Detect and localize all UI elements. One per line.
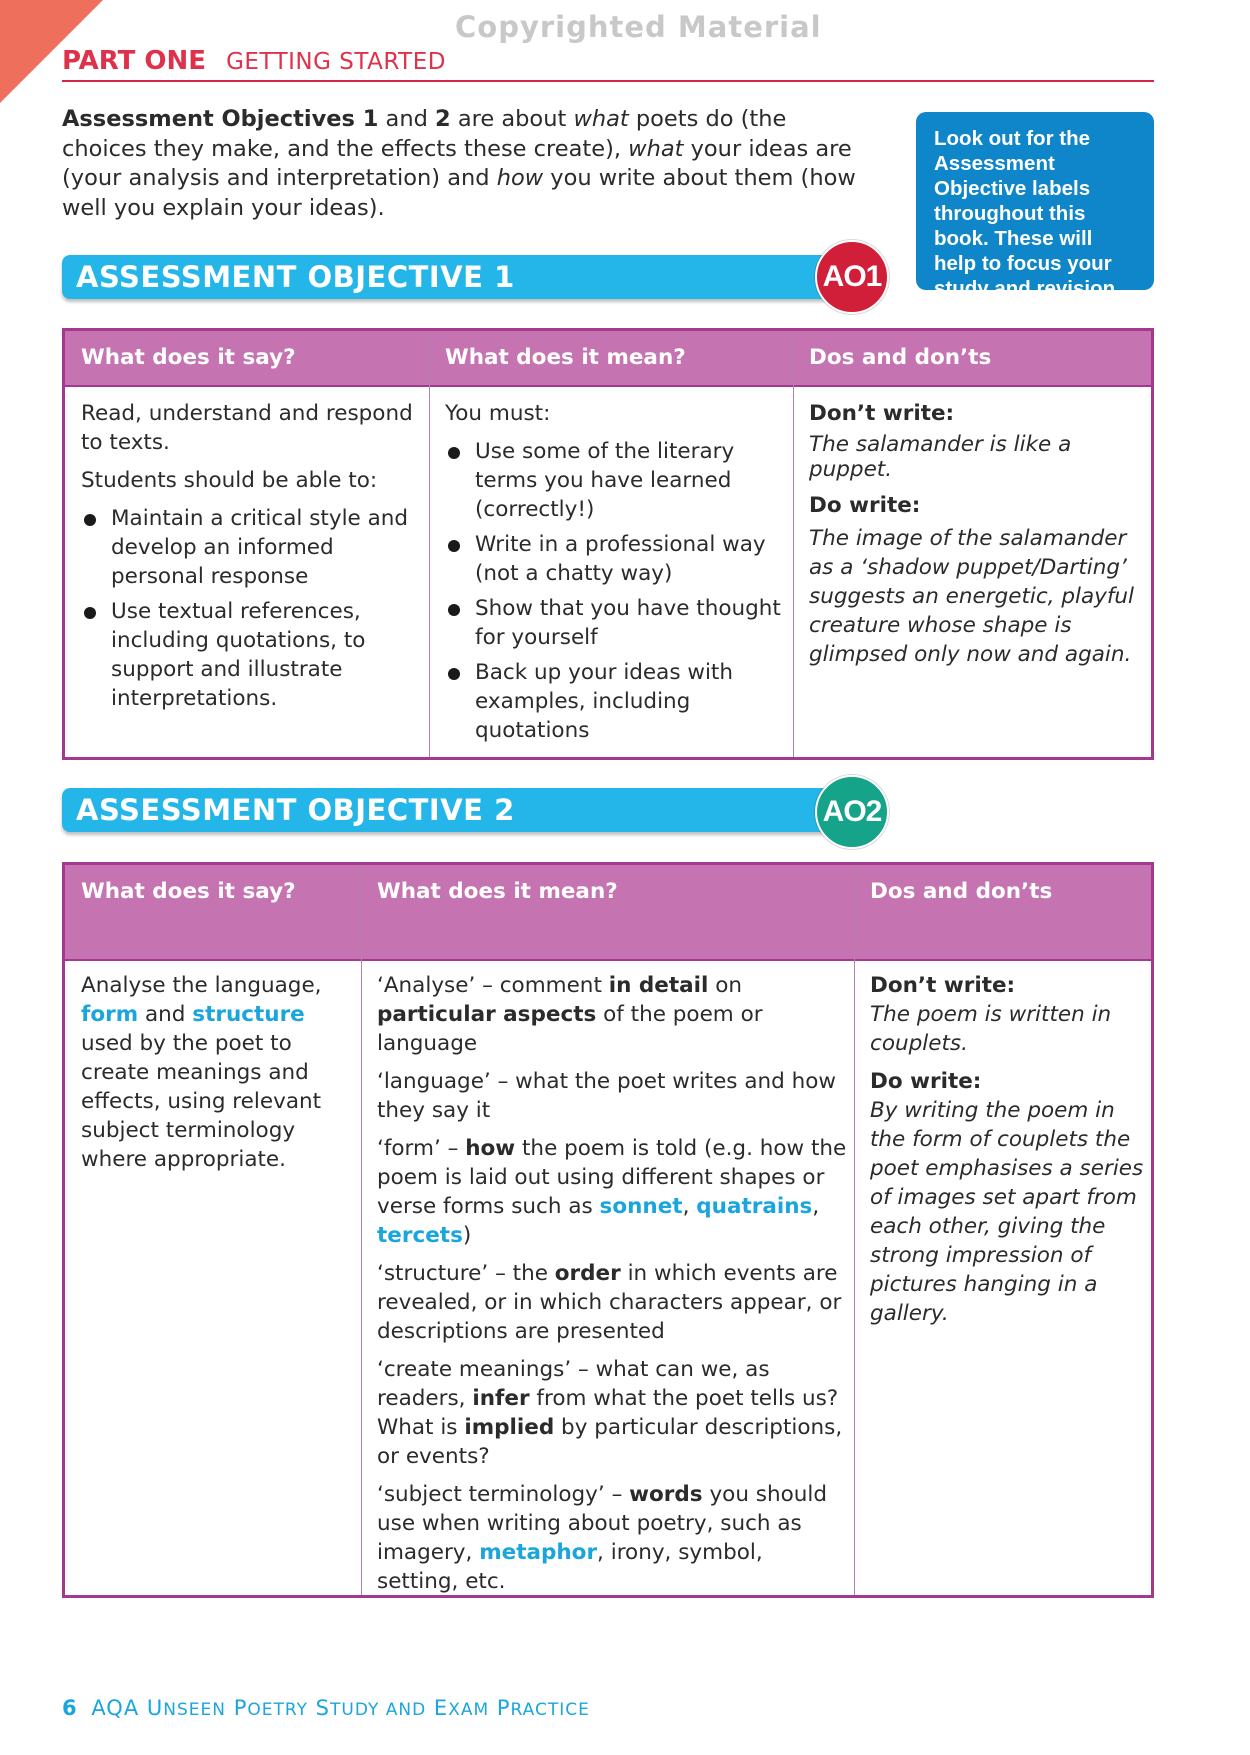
text-span: , irony, symbol, setting, etc. (377, 1540, 763, 1594)
copyright-watermark: Copyrighted Material (455, 10, 822, 44)
ao2-say-text: Analyse the language, (81, 973, 322, 998)
ao1-badge: AO1 (815, 240, 889, 314)
text-span: of the poem or language (377, 1002, 763, 1056)
ao1-do-label (809, 491, 1145, 520)
footer-cap: P (496, 1696, 511, 1720)
ao2-mean-terminology (377, 1480, 849, 1596)
ao1-header-divider (65, 385, 1151, 387)
ao2-mean-language: ‘language’ – what the poet writes and how they say it (377, 1069, 836, 1123)
footer-word (234, 1696, 308, 1720)
ao1-say-p1: Read, understand and respond to texts. (81, 401, 413, 455)
part-header (62, 46, 446, 76)
footer-smallcaps: XAM (448, 1700, 490, 1720)
ao1-col-mean (445, 399, 785, 751)
list-item: Back up your ideas with examples, including quotations (445, 658, 785, 745)
intro-text: poets do (the choices they make, and the effects these create), (62, 106, 787, 162)
ao1-table (62, 328, 1154, 760)
ao2-do-label-text: Do write: (870, 1069, 982, 1094)
ao1-say-list (81, 504, 421, 713)
ao1-mean-list (445, 437, 785, 745)
ao2-col-say (81, 971, 355, 1174)
footer-smallcaps: TUDY AND (330, 1700, 427, 1720)
intro-text: and (378, 106, 436, 132)
glossary-term-structure: structure (192, 1002, 305, 1027)
text-span: ‘create meanings’ – what can we, as readers, (377, 1357, 770, 1411)
intro-italic-what: what (573, 106, 629, 132)
text-span: , (682, 1194, 697, 1219)
footer-word (434, 1696, 489, 1720)
ao1-table-header (65, 331, 1151, 385)
ao1-mean-p1: You must: (445, 401, 551, 426)
intro-paragraph (62, 105, 872, 223)
intro-text: your ideas are (your analysis and interpretation) and (62, 135, 852, 191)
ao2-mean-analyse (377, 971, 849, 1058)
text-span: on (708, 973, 742, 998)
glossary-term-metaphor: metaphor (479, 1540, 598, 1565)
footer-word: AQA (91, 1696, 140, 1720)
bold-span: words (629, 1482, 703, 1507)
intro-bold-ao1: Assessment Objectives 1 (62, 106, 379, 132)
part-label: PART ONE (62, 46, 207, 76)
page-number: 6 (62, 1696, 78, 1720)
ao2-dont-label (870, 971, 1148, 1000)
text-span: the poem is told (e.g. how the poem is laid out using different shapes or verse forms such as (377, 1136, 847, 1219)
list-item: Use some of the literary terms you have learned (correctly!) (445, 437, 785, 524)
ao2-dont-text: The poem is written in couplets. (870, 1002, 1112, 1056)
footer-smallcaps: OETRY (247, 1700, 308, 1720)
glossary-term-tercets: tercets (377, 1223, 463, 1248)
intro-text: are about (450, 106, 574, 132)
page-footer (62, 1696, 590, 1720)
footer-cap: E (433, 1696, 449, 1720)
bold-span: in detail (608, 973, 709, 998)
intro-text: you write about them (how well you explain your ideas). (62, 165, 856, 221)
footer-cap: U (146, 1696, 164, 1720)
footer-cap: P (233, 1696, 248, 1720)
ao1-say-p2: Students should be able to: (81, 468, 378, 493)
intro-bold-ao2: 2 (435, 106, 451, 132)
list-item: Write in a professional way (not a chatty way) (445, 530, 785, 588)
ao2-header-dos: Dos and don’ts (870, 879, 1053, 904)
footer-smallcaps: RACTICE (510, 1700, 590, 1720)
ao2-do-label (870, 1067, 1148, 1096)
column-divider (854, 865, 855, 1595)
text-span: ‘Analyse’ – comment (377, 973, 609, 998)
tip-box: Look out for the Assessment Objective labels throughout this book. These will help to focus your study and revision. (916, 112, 1154, 290)
intro-italic-how: how (496, 165, 544, 191)
ao2-mean-form (377, 1134, 849, 1250)
ao2-say-text: and (138, 1002, 193, 1027)
ao2-col-dos (870, 971, 1148, 1337)
footer-word (497, 1696, 590, 1720)
list-item: Use textual references, including quotations, to support and illustrate interpretations. (81, 597, 421, 713)
ao1-col-dos (809, 399, 1145, 678)
text-span: ‘subject terminology’ – (377, 1482, 630, 1507)
ao2-heading-bar: ASSESSMENT OBJECTIVE 2 (62, 788, 844, 832)
ao1-do-text: The image of the salamander as a ‘shadow puppet/Darting’ suggests an energetic, playful creature whose shape is glimpsed only now and again. (809, 526, 1135, 667)
list-item: Maintain a critical style and develop an informed personal response (81, 504, 421, 591)
ao2-mean-create-meanings (377, 1355, 849, 1471)
text-span: ‘structure’ – the (377, 1261, 555, 1286)
ao2-col-mean (377, 971, 849, 1605)
text-span: in which events are revealed, or in which characters appear, or descriptions are presented (377, 1261, 842, 1344)
text-span: , (812, 1194, 820, 1219)
text-span: you should use when writing about poetry, such as imagery, (377, 1482, 828, 1565)
bold-span: order (554, 1261, 621, 1286)
glossary-term-form: form (81, 1002, 139, 1027)
glossary-term-quatrains: quatrains (696, 1194, 813, 1219)
intro-italic-what: what (628, 135, 684, 162)
footer-smallcaps: NSEEN (163, 1700, 226, 1720)
glossary-term-sonnet: sonnet (599, 1194, 683, 1219)
ao1-dont-text: The salamander is like a puppet. (809, 432, 1072, 482)
ao2-dont-label-text: Don’t write: (870, 973, 1016, 998)
ao1-dont-label-text: Don’t write: (809, 401, 955, 426)
text-span: from what the poet tells us? What is (377, 1386, 839, 1440)
ao2-do-text: By writing the poem in the form of couplets the poet emphasises a series of images set apart from each other, giving the strong impression of pictures hanging in a gallery. (870, 1098, 1144, 1326)
footer-cap: S (315, 1696, 331, 1720)
ao1-dont-label (809, 399, 1145, 428)
section-label: GETTING STARTED (226, 49, 446, 75)
ao2-header-mean: What does it mean? (377, 879, 618, 904)
ao1-heading-bar: ASSESSMENT OBJECTIVE 1 (62, 255, 844, 299)
footer-word (316, 1696, 427, 1720)
ao1-col-say (81, 399, 421, 719)
header-rule (62, 80, 1154, 82)
ao2-say-text: used by the poet to create meanings and effects, using relevant subject terminology where appropriate. (81, 1031, 322, 1172)
ao2-table-header (65, 865, 1151, 959)
ao2-header-divider (65, 959, 1151, 961)
ao2-mean-structure (377, 1259, 849, 1346)
column-divider (793, 331, 794, 757)
column-divider (361, 865, 362, 1595)
ao2-table (62, 862, 1154, 1598)
ao1-header-mean: What does it mean? (445, 345, 686, 370)
bold-span: how (465, 1136, 516, 1161)
ao2-header-say: What does it say? (81, 879, 296, 904)
list-item: Show that you have thought for yourself (445, 594, 785, 652)
ao2-badge: AO2 (815, 775, 889, 849)
ao1-header-say: What does it say? (81, 345, 296, 370)
ao1-do-label-text: Do write: (809, 493, 921, 518)
bold-span: infer (472, 1386, 530, 1411)
bold-span: implied (464, 1415, 555, 1440)
text-span: by particular descriptions, or events? (377, 1415, 843, 1469)
text-span: ‘form’ – (377, 1136, 466, 1161)
column-divider (429, 331, 430, 757)
text-span: ) (462, 1223, 472, 1248)
bold-span: particular aspects (377, 1002, 597, 1027)
ao1-header-dos: Dos and don’ts (809, 345, 992, 370)
footer-word (147, 1696, 226, 1720)
